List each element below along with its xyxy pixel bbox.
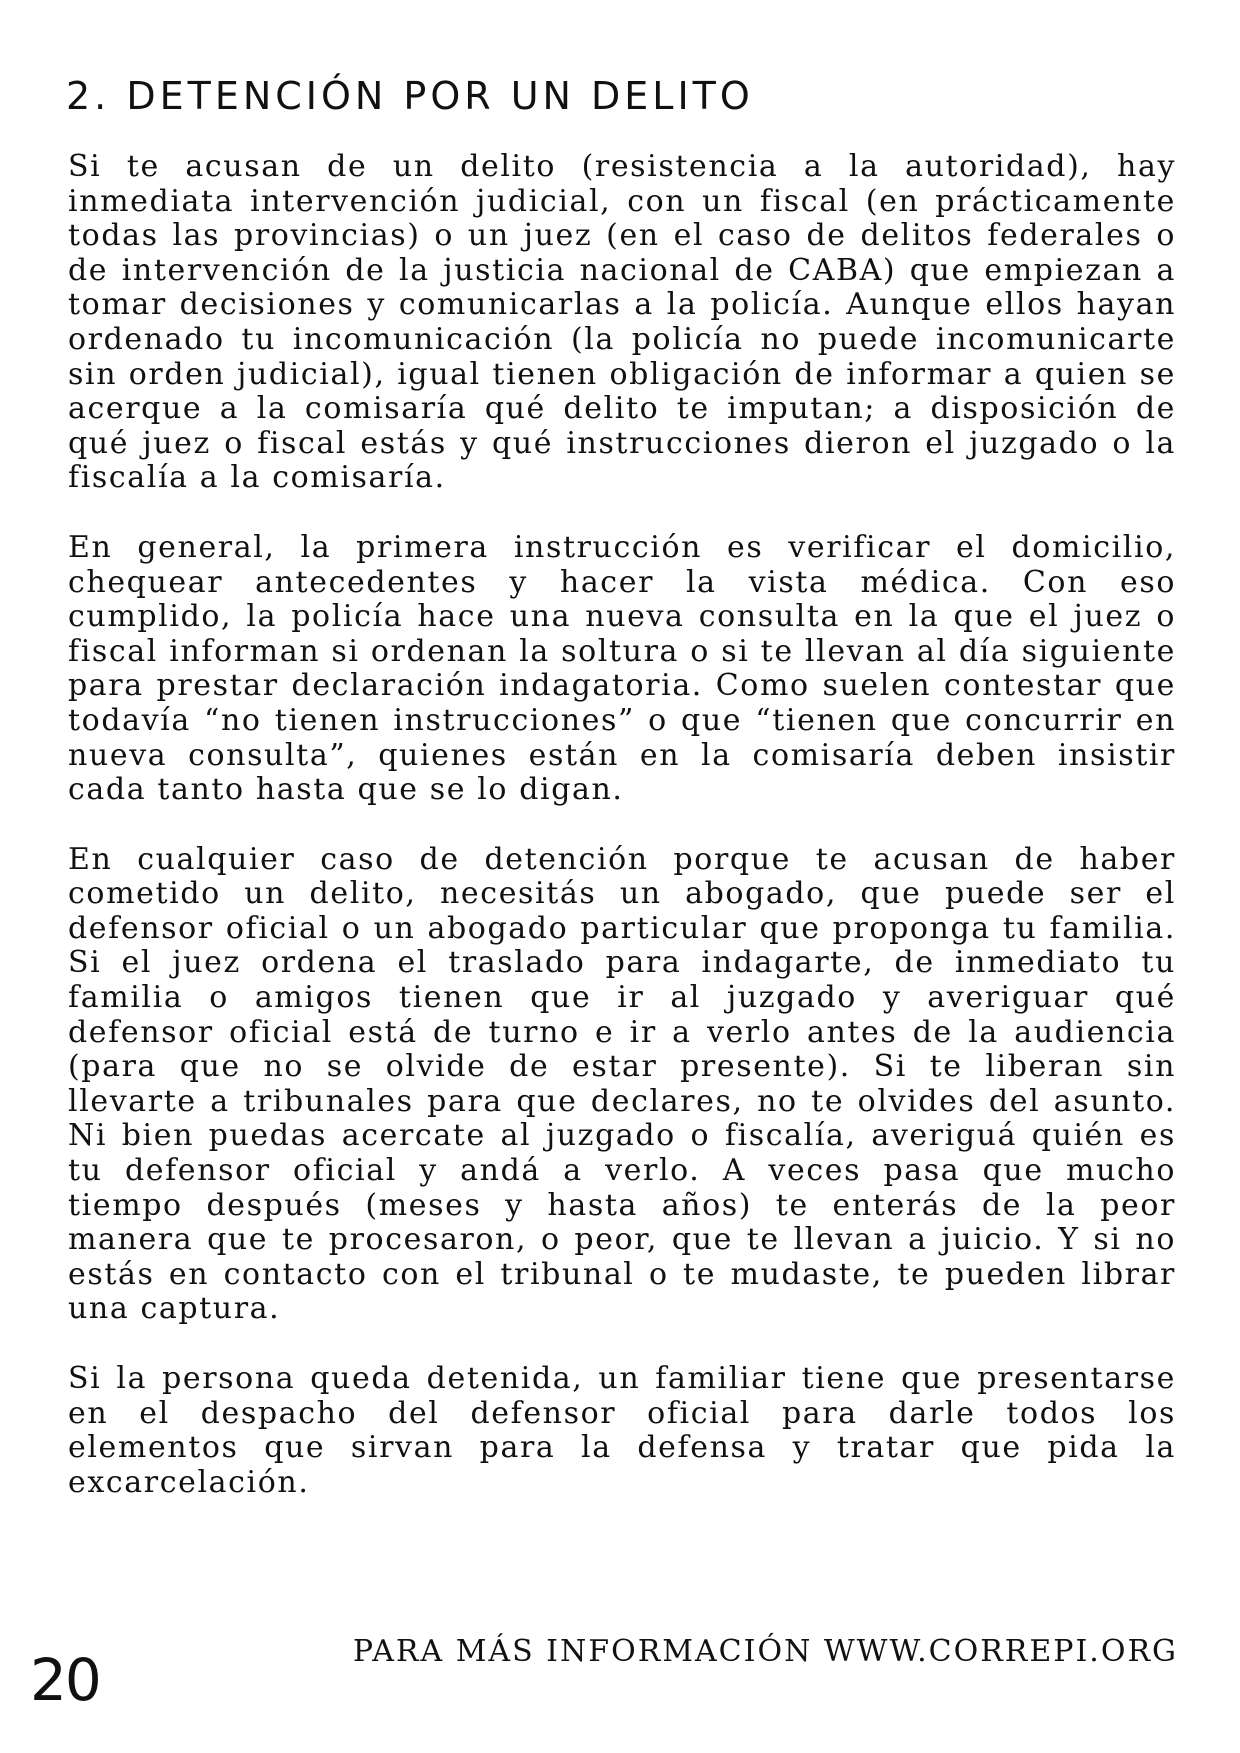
- section-heading: 2. DETENCIÓN POR UN DELITO: [66, 74, 754, 118]
- paragraph-3: En cualquier caso de detención porque te acusan de haber cometido un delito, necesitás un abogado, que puede ser el defensor oficial o un abogado particular que proponga tu familia. Si el juez ordena el traslado para indagarte, de inmediato tu familia o amigos tienen que ir al juzgado y averiguar qué defensor oficial está de turno e ir a verlo antes de la audiencia (para que no se olvide de estar presente). Si te liberan sin llevarte a tribunales para que declares, no te olvides del asunto. Ni bien puedas acercate al juzgado o fiscalía, averiguá quién es tu defensor oficial y andá a verlo. A veces pasa que mucho tiempo después (meses y hasta años) te enterás de la peor manera que te procesaron, o peor, que te llevan a juicio. Y si no estás en contacto con el tribunal o te mudaste, te pueden librar una captura.: [68, 841, 1176, 1327]
- footer-info-link: PARA MÁS INFORMACIÓN WWW.CORREPI.ORG: [352, 1634, 1178, 1669]
- page-number: 20: [30, 1646, 100, 1714]
- body-text: [68, 150, 1176, 1535]
- paragraph-4: Si la persona queda detenida, un familiar tiene que presentarse en el despacho del defensor oficial para darle todos los elementos que sirvan para la defensa y tratar que pida la excarcelación.: [68, 1361, 1176, 1500]
- paragraph-1: Si te acusan de un delito (resistencia a la autoridad), hay inmediata intervención judicial, con un fiscal (en prácticamente todas las provincias) o un juez (en el caso de delitos federales o de intervención de la justicia nacional de CABA) que empiezan a tomar decisiones y comunicarlas a la policía. Aunque ellos hayan ordenado tu incomunicación (la policía no puede incomunicarte sin orden judicial), igual tienen obligación de informar a quien se acerque a la comisaría qué delito te imputan; a disposición de qué juez o fiscal estás y qué instrucciones dieron el juzgado o la fiscalía a la comisaría.: [68, 149, 1176, 496]
- paragraph-2: En general, la primera instrucción es verificar el domicilio, chequear antecedentes y hacer la vista médica. Con eso cumplido, la policía hace una nueva consulta en la que el juez o fiscal informan si ordenan la soltura o si te llevan al día siguiente para prestar declaración indagatoria. Como suelen contestar que todavía “no tienen instrucciones” o que “tienen que concurrir en nueva consulta”, quienes están en la comisaría deben insistir cada tanto hasta que se lo digan.: [68, 529, 1176, 808]
